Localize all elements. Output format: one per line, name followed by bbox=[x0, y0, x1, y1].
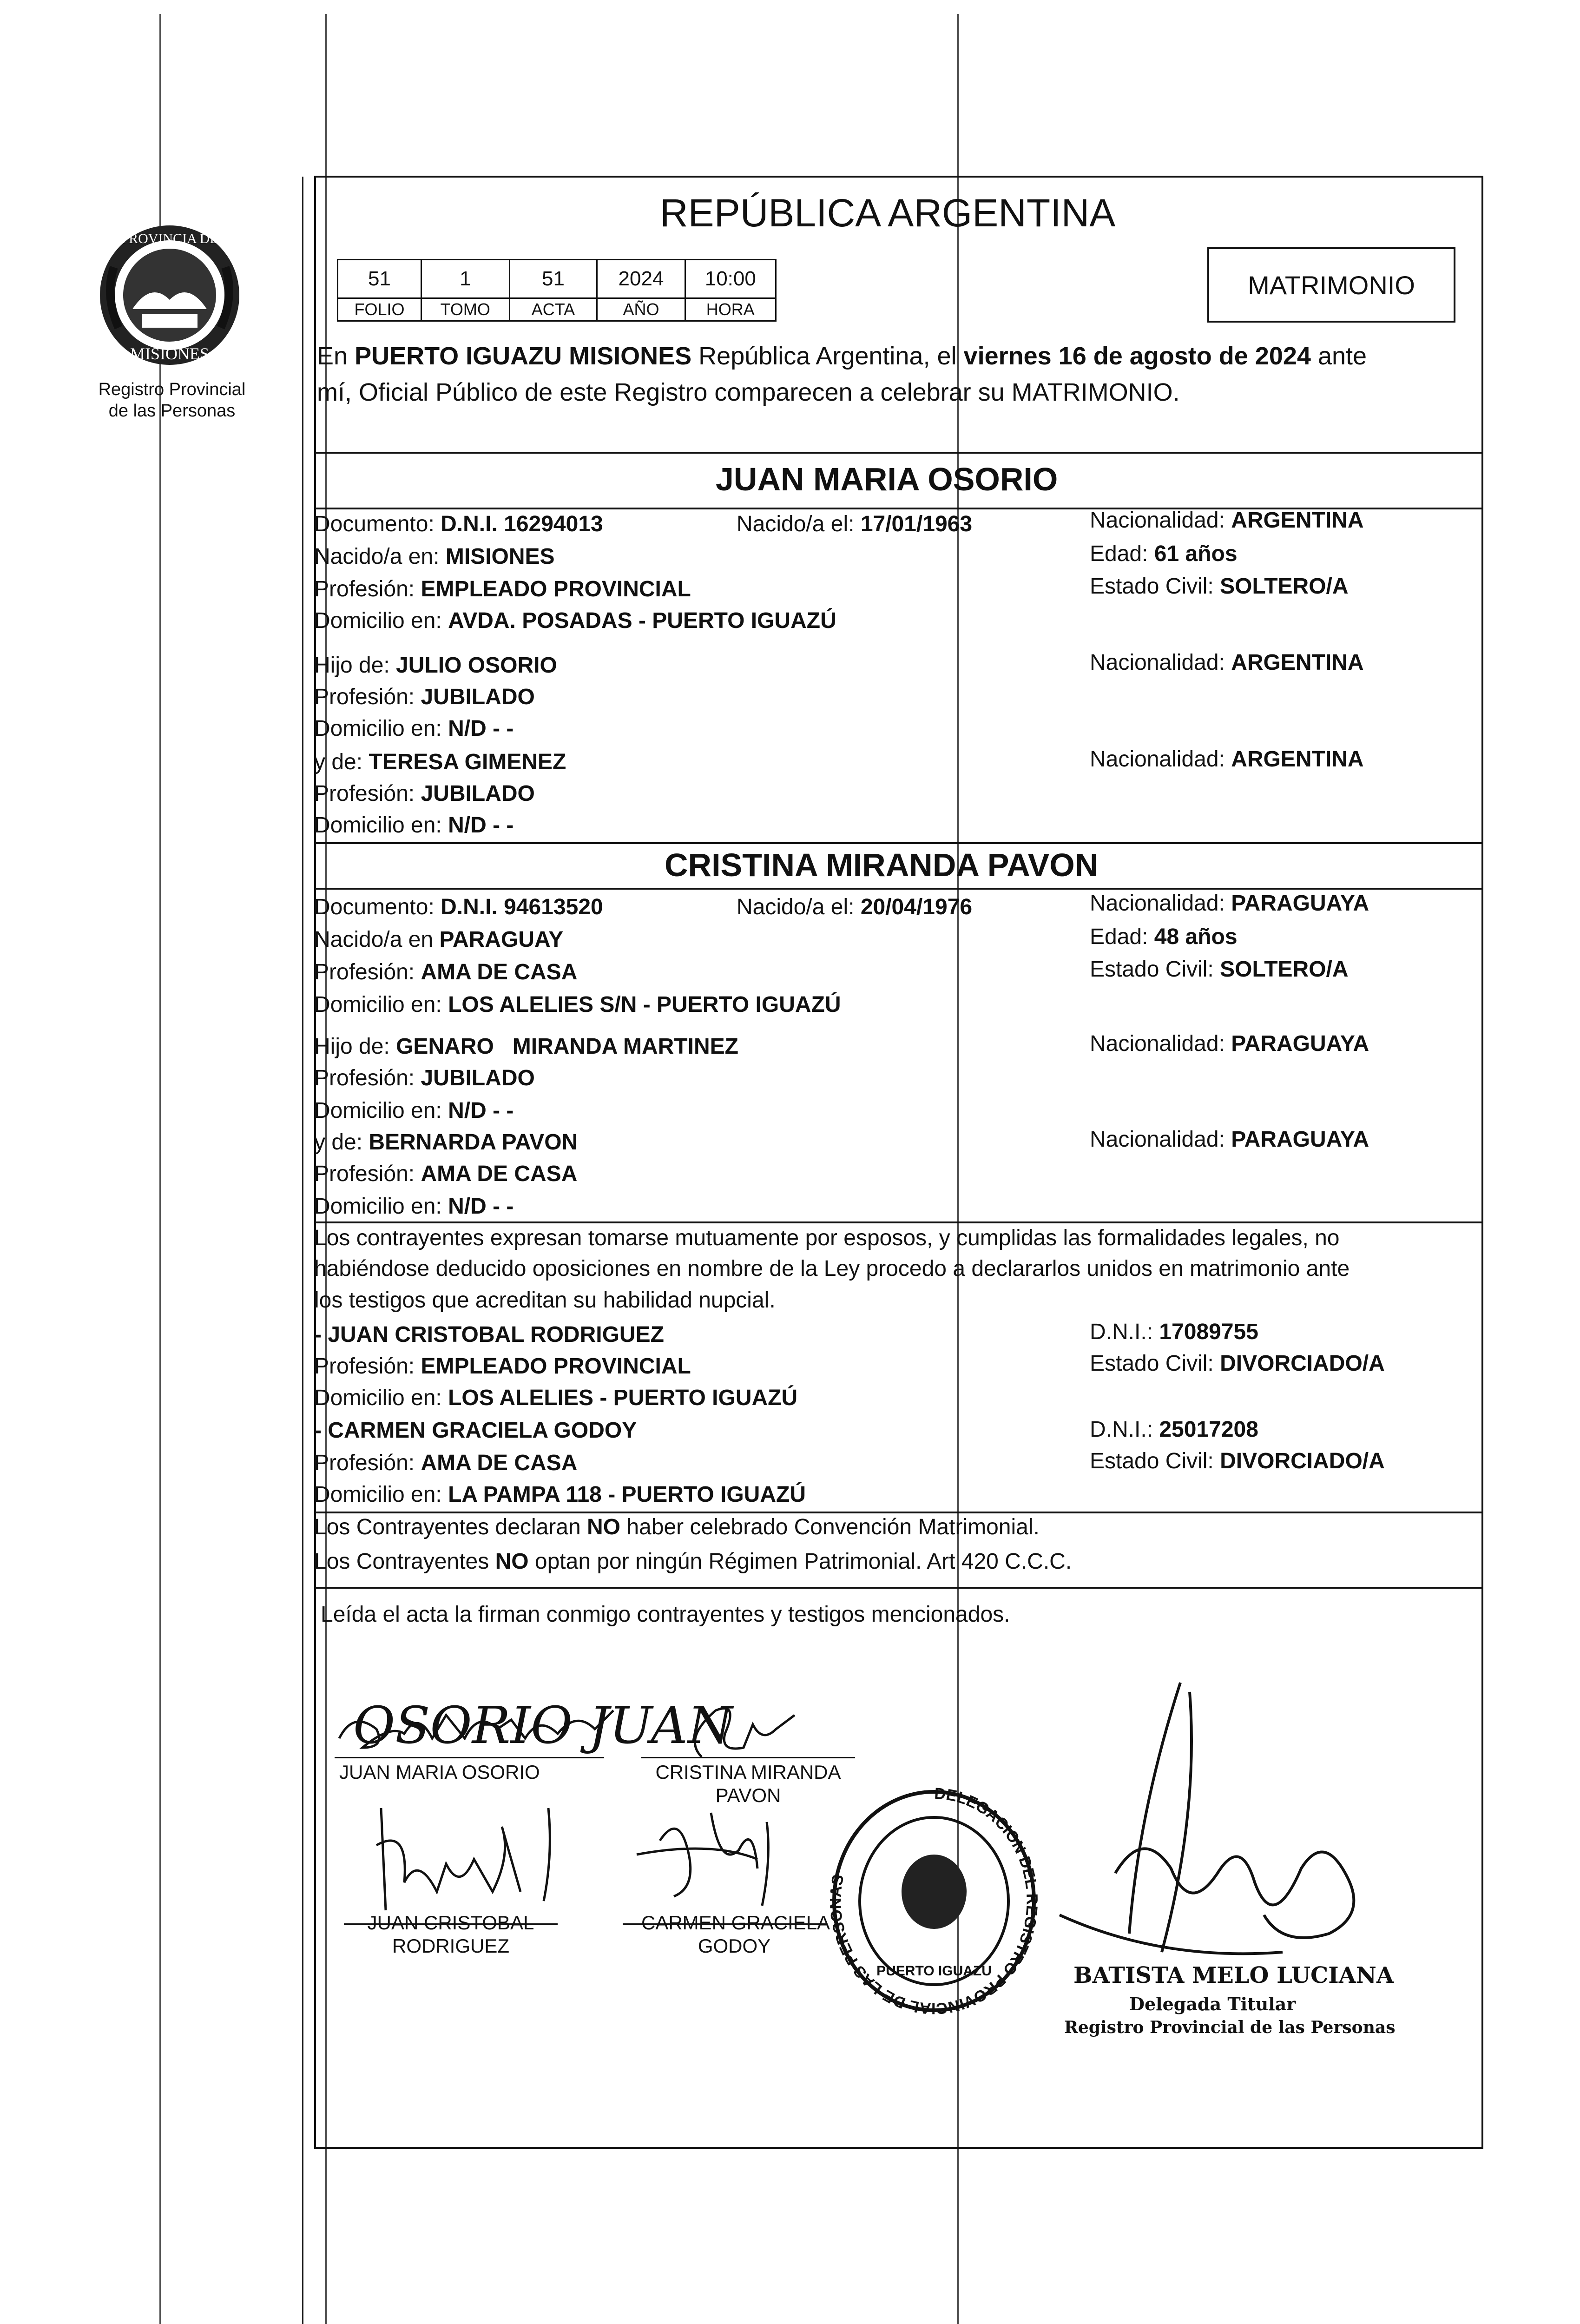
birthplace-label: Nacido/a en: bbox=[314, 544, 440, 569]
intro-pre: En bbox=[317, 342, 348, 370]
addr-label: Domicilio en: bbox=[314, 813, 442, 838]
addr-label: Domicilio en: bbox=[314, 1098, 442, 1123]
nat-value: ARGENTINA bbox=[1231, 747, 1364, 772]
nat-value: ARGENTINA bbox=[1231, 650, 1364, 675]
prof-label: Profesión: bbox=[314, 1162, 415, 1186]
spouse2-age bbox=[1090, 923, 1238, 951]
spouse2-mother-address bbox=[314, 1193, 514, 1221]
nat-label: Nacionalidad: bbox=[1090, 747, 1225, 772]
convention-text: Los Contrayentes bbox=[314, 1549, 495, 1574]
signature-line bbox=[641, 1757, 855, 1758]
spouse1-name: JUAN MARIA OSORIO bbox=[716, 461, 1058, 497]
born-label: Nacido/a el: bbox=[737, 895, 855, 919]
addr-label: Domicilio en: bbox=[314, 1386, 442, 1410]
born-value: 20/04/1976 bbox=[860, 895, 973, 919]
signature-line bbox=[335, 1757, 604, 1758]
intro-line-1 bbox=[317, 341, 1367, 371]
signature-label-line: RODRIGUEZ bbox=[392, 1935, 509, 1957]
spouse2-birthplace bbox=[314, 926, 563, 954]
spouse1-mother-profession bbox=[314, 780, 535, 808]
prof-value: JUBILADO bbox=[421, 1066, 535, 1090]
age-label: Edad: bbox=[1090, 541, 1148, 566]
born-value: 17/01/1963 bbox=[860, 512, 973, 536]
official-stamp bbox=[823, 1780, 1046, 2022]
intro-post: ante bbox=[1310, 342, 1367, 370]
record-reference-table bbox=[337, 259, 777, 322]
prof-label: Profesión: bbox=[314, 1066, 415, 1090]
intro-date: viernes 16 de agosto de 2024 bbox=[963, 342, 1311, 370]
witness2-civil bbox=[1090, 1447, 1385, 1475]
spouse2-father-nationality bbox=[1090, 1030, 1369, 1058]
hora-label: HORA bbox=[685, 298, 776, 321]
page-title: REPÚBLICA ARGENTINA bbox=[660, 191, 1116, 235]
dni-value: 17089755 bbox=[1159, 1320, 1258, 1344]
convention-text: Los Contrayentes declaran bbox=[314, 1515, 587, 1539]
civil-value: DIVORCIADO/A bbox=[1220, 1449, 1385, 1473]
dni-label: D.N.I.: bbox=[1090, 1320, 1153, 1344]
prof-value: AMA DE CASA bbox=[421, 960, 578, 984]
spouse2-name: CRISTINA MIRANDA PAVON bbox=[665, 847, 1099, 883]
prof-value: AMA DE CASA bbox=[421, 1162, 578, 1186]
nat-label: Nacionalidad: bbox=[1090, 1031, 1225, 1056]
spouse2-document bbox=[314, 893, 603, 921]
prof-value: EMPLEADO PROVINCIAL bbox=[421, 1354, 691, 1379]
addr-value: N/D - - bbox=[448, 1098, 514, 1123]
nat-label: Nacionalidad: bbox=[1090, 891, 1225, 916]
declaration-line-3: los testigos que acreditan su habilidad nupcial. bbox=[314, 1288, 776, 1313]
civil-value: DIVORCIADO/A bbox=[1220, 1351, 1385, 1376]
father-value: JULIO OSORIO bbox=[396, 653, 557, 678]
tomo-value: 1 bbox=[421, 260, 509, 298]
spouse2-civil bbox=[1090, 956, 1349, 984]
spouse1-mother-address bbox=[314, 812, 514, 839]
doc-value: D.N.I. 94613520 bbox=[441, 895, 603, 919]
province-seal-icon bbox=[86, 211, 253, 379]
prof-label: Profesión: bbox=[314, 1451, 415, 1475]
prof-label: Profesión: bbox=[314, 960, 415, 984]
signature-label-witness2 bbox=[641, 1911, 830, 1958]
prof-label: Profesión: bbox=[314, 577, 415, 601]
registry-line-2: de las Personas bbox=[108, 401, 236, 421]
addr-label: Domicilio en: bbox=[314, 1482, 442, 1507]
nat-value: PARAGUAYA bbox=[1231, 1031, 1369, 1056]
nat-label: Nacionalidad: bbox=[1090, 508, 1225, 533]
spouse1-birthplace bbox=[314, 543, 555, 571]
nat-value: PARAGUAYA bbox=[1231, 1127, 1369, 1152]
folio-value: 51 bbox=[338, 260, 421, 298]
witness1-dni bbox=[1090, 1318, 1258, 1346]
spouse1-father-nationality bbox=[1090, 649, 1364, 677]
witness2-address bbox=[314, 1481, 806, 1509]
section-divider bbox=[314, 1221, 1483, 1223]
nat-label: Nacionalidad: bbox=[1090, 650, 1225, 675]
section-divider bbox=[314, 452, 1483, 454]
addr-value: N/D - - bbox=[448, 716, 514, 741]
nat-value: PARAGUAYA bbox=[1231, 891, 1369, 916]
official-name: BATISTA MELO LUCIANA bbox=[1073, 1962, 1394, 1988]
witness1-name: - JUAN CRISTOBAL RODRIGUEZ bbox=[314, 1322, 664, 1347]
prof-value: JUBILADO bbox=[421, 685, 535, 709]
signature-text: OSORIO JUAN bbox=[353, 1696, 733, 1755]
record-type: MATRIMONIO bbox=[1248, 270, 1415, 300]
spouse1-father-profession bbox=[314, 683, 535, 711]
addr-label: Domicilio en: bbox=[314, 1194, 442, 1219]
civil-value: SOLTERO/A bbox=[1220, 957, 1349, 982]
prof-value: JUBILADO bbox=[421, 781, 535, 806]
doc-label: Documento: bbox=[314, 512, 434, 536]
addr-value: N/D - - bbox=[448, 1194, 514, 1219]
spouse2-father-profession bbox=[314, 1064, 535, 1092]
registry-line-1: Registro Provincial bbox=[98, 380, 246, 399]
spouse1-profession bbox=[314, 575, 691, 603]
registry-logo bbox=[86, 211, 253, 397]
dni-label: D.N.I.: bbox=[1090, 1417, 1153, 1442]
signature-label-line: CARMEN GRACIELA bbox=[641, 1912, 830, 1934]
signature-label-line: CRISTINA MIRANDA bbox=[655, 1761, 841, 1783]
convention-line-1 bbox=[314, 1513, 1040, 1541]
convention-text: haber celebrado Convención Matrimonial. bbox=[620, 1515, 1040, 1539]
spouse1-civil bbox=[1090, 573, 1349, 601]
signature-label-line: GODOY bbox=[698, 1935, 771, 1957]
civil-label: Estado Civil: bbox=[1090, 957, 1214, 982]
convention-no: NO bbox=[587, 1515, 621, 1539]
signature-juan-cristobal bbox=[353, 1799, 613, 1920]
closing-text: Leída el acta la firman conmigo contrayentes y testigos mencionados. bbox=[321, 1602, 1010, 1627]
prof-value: EMPLEADO PROVINCIAL bbox=[421, 577, 691, 601]
mother-value: BERNARDA PAVON bbox=[369, 1130, 578, 1155]
anio-label: AÑO bbox=[597, 298, 685, 321]
mother-label: y de: bbox=[314, 1130, 363, 1155]
civil-label: Estado Civil: bbox=[1090, 1449, 1214, 1473]
record-type-box bbox=[1207, 247, 1455, 323]
declaration-line-1: Los contrayentes expresan tomarse mutuamente por esposos, y cumplidas las formalidades legales, no bbox=[314, 1226, 1340, 1250]
doc-label: Documento: bbox=[314, 895, 434, 919]
tomo-label: TOMO bbox=[421, 298, 509, 321]
spouse1-father-address bbox=[314, 715, 514, 743]
addr-value: LOS ALELIES S/N - PUERTO IGUAZÚ bbox=[448, 992, 841, 1017]
declaration-line-2: habiéndose deducido oposiciones en nombre de la Ley procedo a declararlos unidos en matrimonio ante bbox=[314, 1256, 1350, 1281]
witness2-profession bbox=[314, 1449, 577, 1477]
addr-value: LA PAMPA 118 - PUERTO IGUAZÚ bbox=[448, 1482, 806, 1507]
acta-value: 51 bbox=[509, 260, 597, 298]
signature-label-line: PAVON bbox=[715, 1784, 781, 1806]
father-value: GENARO MIRANDA MARTINEZ bbox=[396, 1034, 738, 1059]
convention-text: optan por ningún Régimen Patrimonial. Art 420 C.C.C. bbox=[528, 1549, 1072, 1574]
spouse1-address bbox=[314, 607, 836, 635]
addr-label: Domicilio en: bbox=[314, 716, 442, 741]
signature-carmen-graciela bbox=[618, 1794, 823, 1920]
spouse1-mother bbox=[314, 748, 566, 776]
witness2-dni bbox=[1090, 1416, 1258, 1444]
witness1-address bbox=[314, 1384, 797, 1412]
birthplace-label: Nacido/a en bbox=[314, 927, 434, 952]
spouse1-document bbox=[314, 510, 603, 538]
spouse2-father bbox=[314, 1033, 738, 1061]
nat-label: Nacionalidad: bbox=[1090, 1127, 1225, 1152]
acta-label: ACTA bbox=[509, 298, 597, 321]
intro-place: PUERTO IGUAZU MISIONES bbox=[355, 342, 692, 370]
convention-line-2 bbox=[314, 1548, 1072, 1576]
witness1-civil bbox=[1090, 1350, 1385, 1378]
intro-line-2: mí, Oficial Público de este Registro comparecen a celebrar su MATRIMONIO. bbox=[317, 378, 1180, 406]
addr-label: Domicilio en: bbox=[314, 992, 442, 1017]
intro-mid: República Argentina, el bbox=[691, 342, 964, 370]
hora-value: 10:00 bbox=[685, 260, 776, 298]
spouse2-born bbox=[737, 893, 972, 921]
prof-label: Profesión: bbox=[314, 1354, 415, 1379]
age-label: Edad: bbox=[1090, 924, 1148, 949]
signature-official bbox=[1022, 1673, 1422, 1999]
addr-label: Domicilio en: bbox=[314, 608, 442, 633]
stamp-ring-textpath: DELEGACION DEL REGISTRO PROVINCIAL DE LAS PERSONAS bbox=[827, 1784, 1041, 2018]
civil-label: Estado Civil: bbox=[1090, 1351, 1214, 1376]
signature-label-witness1 bbox=[353, 1911, 548, 1958]
section-divider bbox=[314, 842, 1483, 844]
addr-value: N/D - - bbox=[448, 813, 514, 838]
registry-name bbox=[70, 379, 274, 422]
spouse1-age bbox=[1090, 540, 1238, 568]
father-label: Hijo de: bbox=[314, 653, 390, 678]
civil-value: SOLTERO/A bbox=[1220, 574, 1349, 599]
spouse2-profession bbox=[314, 958, 577, 986]
spouse1-mother-nationality bbox=[1090, 746, 1364, 773]
mother-value: TERESA GIMENEZ bbox=[369, 750, 566, 774]
prof-label: Profesión: bbox=[314, 685, 415, 709]
witness1-profession bbox=[314, 1353, 691, 1380]
born-label: Nacido/a el: bbox=[737, 512, 855, 536]
spouse1-born bbox=[737, 510, 972, 538]
spouse1-father bbox=[314, 652, 557, 680]
convention-no: NO bbox=[495, 1549, 529, 1574]
spouse2-mother-profession bbox=[314, 1160, 577, 1188]
birthplace-value: MISIONES bbox=[445, 544, 555, 569]
age-value: 48 años bbox=[1154, 924, 1238, 949]
nat-value: ARGENTINA bbox=[1231, 508, 1364, 533]
spouse2-mother bbox=[314, 1129, 578, 1156]
spouse2-nationality bbox=[1090, 890, 1369, 918]
mother-label: y de: bbox=[314, 750, 363, 774]
anio-value: 2024 bbox=[597, 260, 685, 298]
father-label: Hijo de: bbox=[314, 1034, 390, 1059]
witness2-name: - CARMEN GRACIELA GODOY bbox=[314, 1418, 637, 1443]
official-role: Delegada Titular bbox=[1129, 1994, 1296, 2014]
scan-artifact-line bbox=[302, 177, 303, 2324]
prof-value: AMA DE CASA bbox=[421, 1451, 578, 1475]
prof-label: Profesión: bbox=[314, 781, 415, 806]
spouse2-mother-nationality bbox=[1090, 1126, 1369, 1154]
spouse2-address bbox=[314, 991, 841, 1019]
civil-label: Estado Civil: bbox=[1090, 574, 1214, 599]
signature-label-line: JUAN CRISTOBAL bbox=[367, 1912, 534, 1934]
folio-label: FOLIO bbox=[338, 298, 421, 321]
section-divider bbox=[314, 1587, 1483, 1589]
seal-text-bottom: MISIONES bbox=[130, 344, 210, 363]
official-office: Registro Provincial de las Personas bbox=[1064, 2018, 1396, 2037]
age-value: 61 años bbox=[1154, 541, 1238, 566]
dni-value: 25017208 bbox=[1159, 1417, 1258, 1442]
stamp-inner-text: PUERTO IGUAZU bbox=[876, 1963, 992, 1979]
spouse1-nationality bbox=[1090, 507, 1364, 535]
signature-label-spouse1: JUAN MARIA OSORIO bbox=[339, 1761, 540, 1783]
spouse2-father-address bbox=[314, 1097, 514, 1125]
doc-value: D.N.I. 16294013 bbox=[441, 512, 603, 536]
addr-value: AVDA. POSADAS - PUERTO IGUAZÚ bbox=[448, 608, 836, 633]
seal-text-top: PROVINCIA DE bbox=[121, 231, 218, 246]
addr-value: LOS ALELIES - PUERTO IGUAZÚ bbox=[448, 1386, 798, 1410]
birthplace-value: PARAGUAY bbox=[439, 927, 564, 952]
